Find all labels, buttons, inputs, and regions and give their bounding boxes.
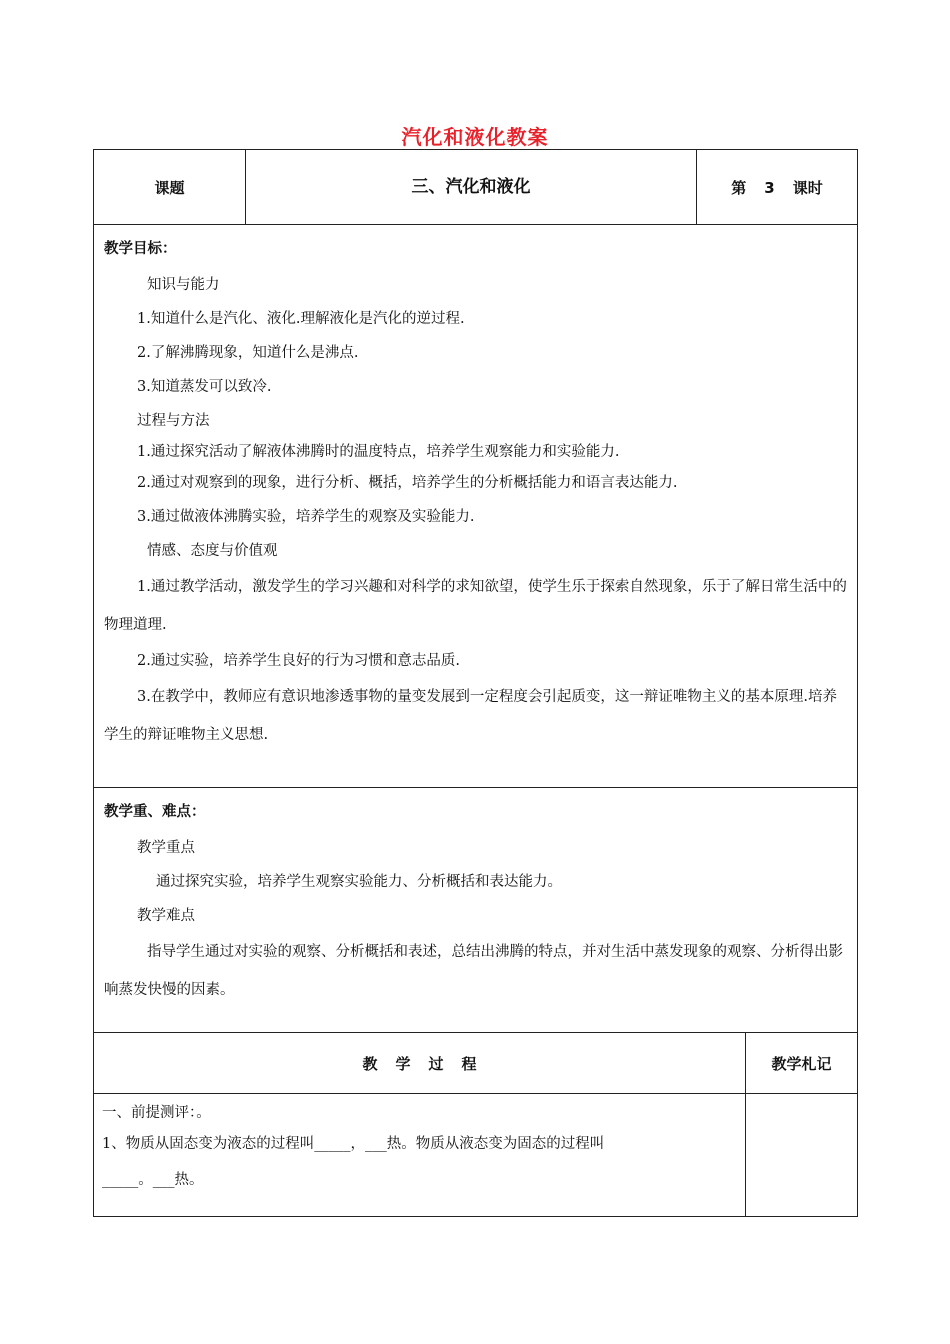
notes-heading-cell bbox=[746, 1033, 858, 1094]
process-item: 3.通过做液体沸腾实验，培养学生的观察及实验能力. bbox=[137, 509, 475, 525]
emotion-heading: 情感、态度与价值观 bbox=[147, 543, 278, 559]
difficulty-text: 指导学生通过对实验的观察、分析概括和表述，总结出沸腾的特点，并对生活中蒸发现象的观察、分析得出影响蒸发快慢的因素。 bbox=[104, 944, 843, 998]
focus-heading: 教学重点 bbox=[137, 840, 195, 856]
key-points-row bbox=[94, 788, 858, 1033]
key-points-heading: 教学重、难点： bbox=[104, 804, 206, 820]
process-content-row bbox=[94, 1094, 858, 1217]
objectives-heading: 教学目标： bbox=[104, 241, 177, 257]
knowledge-item: 3.知道蒸发可以致冷. bbox=[137, 379, 272, 395]
knowledge-item: 2.了解沸腾现象，知道什么是沸点. bbox=[137, 345, 359, 361]
emotion-item: 1.通过教学活动，激发学生的学习兴趣和对科学的求知欲望，使学生乐于探索自然现象，乐于了解日常生活中的物理道理. bbox=[104, 579, 847, 633]
question-1-line-1: 1、物质从固态变为液态的过程叫_____，___热。物质从液态变为固态的过程叫 bbox=[102, 1136, 605, 1152]
period-number: 3 bbox=[764, 178, 775, 197]
period-prefix: 第 bbox=[731, 178, 747, 197]
topic-label: 课题 bbox=[154, 178, 185, 197]
topic-title: 三、汽化和液化 bbox=[411, 177, 531, 197]
process-heading-cell bbox=[94, 1033, 746, 1094]
knowledge-item: 1.知道什么是汽化、液化.理解液化是汽化的逆过程. bbox=[137, 311, 465, 327]
process-item: 2.通过对观察到的现象，进行分析、概括，培养学生的分析概括能力和语言表达能力. bbox=[137, 475, 678, 491]
process-header-row bbox=[94, 1033, 858, 1094]
header-row bbox=[94, 150, 858, 225]
emotion-item: 2.通过实验，培养学生良好的行为习惯和意志品质. bbox=[137, 653, 460, 669]
emotion-item: 3.在教学中，教师应有意识地渗透事物的量变发展到一定程度会引起质变，这一辩证唯物主义的基本原理.培养学生的辩证唯物主义思想. bbox=[104, 689, 837, 743]
document-title: 汽化和液化教案 bbox=[401, 125, 549, 149]
difficulty-heading: 教学难点 bbox=[137, 908, 195, 924]
question-1-line-2: _____。___热。 bbox=[102, 1172, 204, 1188]
notes-cell bbox=[746, 1094, 858, 1217]
knowledge-heading: 知识与能力 bbox=[147, 277, 220, 293]
topic-label-cell bbox=[94, 150, 246, 225]
objectives-cell bbox=[94, 225, 858, 788]
period-suffix: 课时 bbox=[792, 178, 823, 197]
objectives-row bbox=[94, 225, 858, 788]
topic-cell bbox=[246, 150, 697, 225]
process-item: 1.通过探究活动了解液体沸腾时的温度特点，培养学生观察能力和实验能力. bbox=[137, 444, 620, 460]
teaching-process-heading: 教学过程 bbox=[362, 1054, 495, 1073]
process-content-cell bbox=[94, 1094, 746, 1217]
period-cell bbox=[697, 150, 858, 225]
teaching-notes-heading: 教学札记 bbox=[771, 1054, 832, 1073]
pretest-heading: 一、前提测评：。 bbox=[102, 1105, 211, 1121]
key-points-cell bbox=[94, 788, 858, 1033]
lesson-plan-table bbox=[93, 149, 858, 1217]
focus-text: 通过探究实验，培养学生观察实验能力、分析概括和表达能力。 bbox=[156, 874, 562, 890]
process-heading: 过程与方法 bbox=[137, 413, 210, 429]
